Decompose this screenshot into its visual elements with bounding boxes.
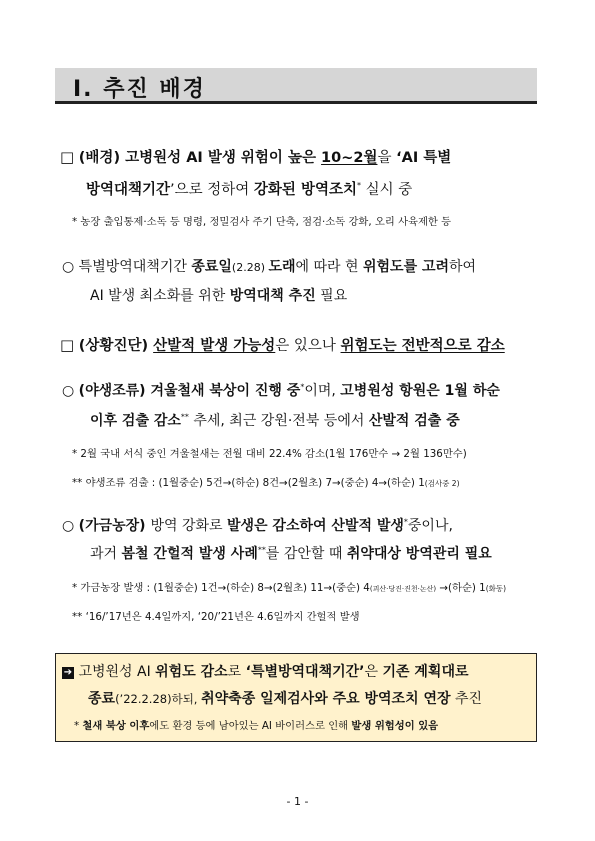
circle-bullet-icon: ○ <box>62 518 75 534</box>
arrow-right-icon: ➔ <box>63 667 73 678</box>
wild-birds-footnote-1: * 2월 국내 서식 중인 겨울철새는 전월 대비 22.4% 감소(1월 176만수 → 2월 136만수) <box>72 448 467 460</box>
conclusion-line-2: 종료(’22.2.28)하되, 취약축종 일제검사와 주요 방역조치 연장 추진 <box>88 691 483 707</box>
conclusion-footnote: * 철새 북상 이후에도 환경 등에 남아있는 AI 바이러스로 인해 발생 위험성이 있음 <box>74 720 439 732</box>
wild-birds-line-2: 이후 검출 감소** 추세, 최근 강원·전북 등에서 산발적 검출 중 <box>90 412 460 429</box>
circle-bullet-icon: ○ <box>62 259 75 275</box>
end-date-line-2: AI 발생 최소화를 위한 방역대책 추진 필요 <box>90 288 348 304</box>
conclusion-line-1: ➔ 고병원성 AI 위험도 감소로 ‘특별방역대책기간’은 기존 계획대로 <box>63 664 469 680</box>
wild-birds-line-1: ○ (야생조류) 겨울철새 북상이 진행 중*이며, 고병원성 항원은 1월 하순 <box>62 382 500 399</box>
conclusion-box <box>55 653 537 742</box>
background-line-2: 방역대책기간’으로 정하여 강화된 방역조치* 실시 중 <box>86 181 413 198</box>
wild-birds-footnote-2: ** 야생조류 검출 : (1월중순) 5건→(하순) 8건→(2월초) 7→(중순) 4→(하순) 1(검사중 2) <box>72 477 460 489</box>
background-footnote: * 농장 출입통제·소독 등 명령, 정밀검사 주기 단축, 점검·소독 강화, 오리 사육제한 등 <box>72 216 452 228</box>
poultry-farm-line-1: ○ (가금농장) 방역 강화로 발생은 감소하여 산발적 발생*중이나, <box>62 517 453 534</box>
section-title: Ⅰ. 추진 배경 <box>73 77 206 102</box>
background-line-1: □ (배경) 고병원성 AI 발생 위험이 높은 10~2월을 ‘AI 특별 <box>60 148 452 166</box>
square-bullet-icon: □ <box>60 336 75 354</box>
section-title-box <box>55 68 537 104</box>
page-number: - 1 - <box>286 795 309 808</box>
end-date-line-1: ○ 특별방역대책기간 종료일(2.28) 도래에 따라 현 위험도를 고려하여 <box>62 259 477 275</box>
square-bullet-icon: □ <box>60 148 75 166</box>
poultry-farm-footnote-1: * 가금농장 발생 : (1월중순) 1건→(하순) 8→(2월초) 11→(중순) 4(괴산·당진·진천·논산) →(하순) 1(화동) <box>72 582 507 594</box>
poultry-farm-footnote-2: ** ‘16/’17년은 4.4일까지, ‘20/’21년은 4.6일까지 간헐적 발생 <box>72 611 360 623</box>
circle-bullet-icon: ○ <box>62 383 75 399</box>
poultry-farm-line-2: 과거 봄철 간헐적 발생 사례**를 감안할 때 취약대상 방역관리 필요 <box>90 545 492 562</box>
diagnosis-line: □ (상황진단) 산발적 발생 가능성은 있으나 위험도는 전반적으로 감소 <box>60 336 505 354</box>
